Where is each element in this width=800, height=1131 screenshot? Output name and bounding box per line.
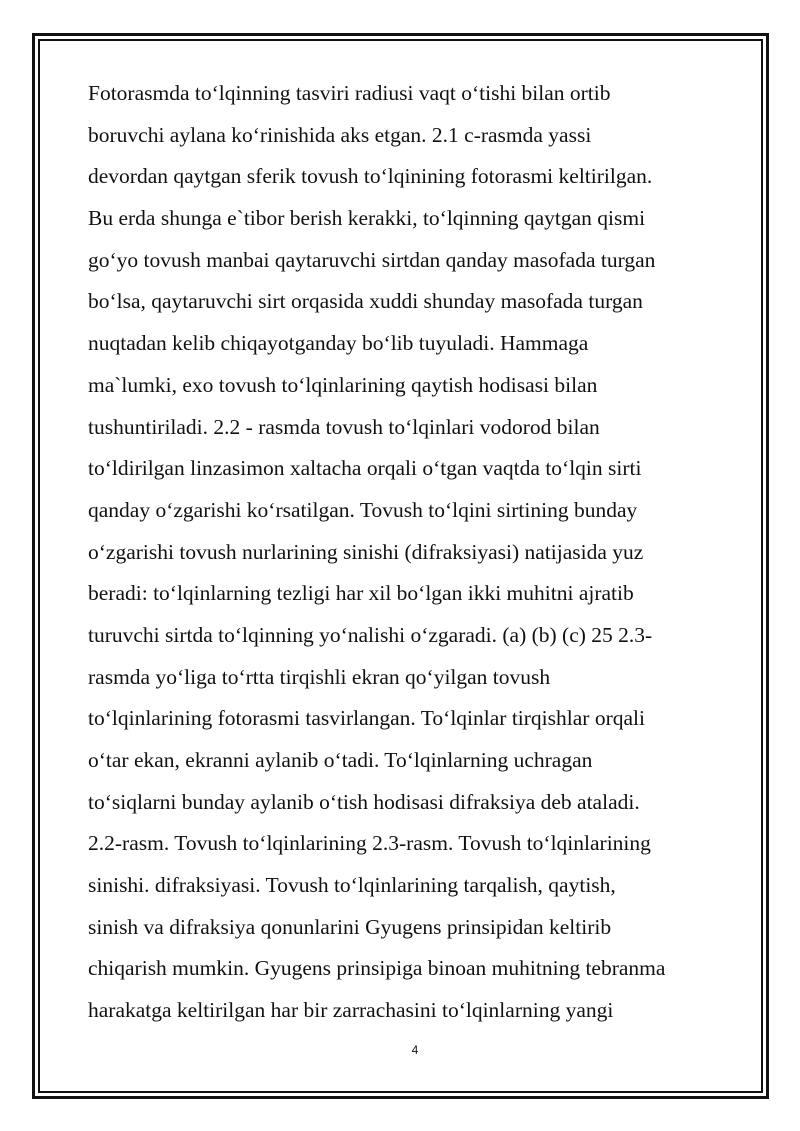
text-line: nuqtadan kelib chiqayotganday bo‘lib tuyuladi. Hammaga: [88, 331, 589, 356]
text-line: to‘ldirilgan linzasimon xaltacha orqali o‘tgan vaqtda to‘lqin sirti: [88, 456, 642, 481]
text-line: bo‘lsa, qaytaruvchi sirt orqasida xuddi shunday masofada turgan: [88, 289, 643, 314]
text-line: devordan qaytgan sferik tovush to‘lqinining fotorasmi keltirilgan.: [88, 164, 653, 189]
text-line: rasmda yo‘liga to‘rtta tirqishli ekran qo‘yilgan tovush: [88, 664, 551, 689]
text-line: sinishi. difraksiyasi. Tovush to‘lqinlarining tarqalish, qaytish,: [88, 873, 616, 898]
text-line: chiqarish mumkin. Gyugens prinsipiga binoan muhitning tebranma: [88, 956, 666, 981]
text-line: sinish va difraksiya qonunlarini Gyugens prinsipidan keltirib: [88, 914, 612, 939]
text-line: turuvchi sirtda to‘lqinning yo‘nalishi o‘zgaradi. (a) (b) (c) 25 2.3-: [88, 622, 653, 647]
text-line: harakatga keltirilgan har bir zarrachasini to‘lqinlarning yangi: [88, 998, 614, 1023]
text-line: o‘tar ekan, ekranni aylanib o‘tadi. To‘lqinlarning uchragan: [88, 748, 593, 772]
page-number: 4: [411, 1043, 419, 1057]
text-line: to‘siqlarni bunday aylanib o‘tish hodisasi difraksiya deb ataladi.: [88, 789, 640, 814]
text-line: beradi: to‘lqinlarning tezligi har xil bo‘lgan ikki muhitni ajratib: [88, 581, 634, 606]
body-text: [88, 73, 748, 1032]
text-line: to‘lqinlarining fotorasmi tasvirlangan. To‘lqinlar tirqishlar orqali: [88, 706, 645, 731]
text-line: tushuntiriladi. 2.2 - rasmda tovush to‘lqinlari vodorod bilan: [88, 414, 600, 439]
text-line: qanday o‘zgarishi ko‘rsatilgan. Tovush to‘lqini sirtining bunday: [88, 497, 638, 522]
text-line: ma`lumki, exo tovush to‘lqinlarining qaytish hodisasi bilan: [88, 372, 598, 397]
text-line: o‘zgarishi tovush nurlarining sinishi (difraksiyasi) natijasida yuz: [88, 539, 644, 564]
text-line: Bu erda shunga e`tibor berish kerakki, to‘lqinning qaytgan qismi: [88, 206, 646, 231]
text-line: boruvchi aylana ko‘rinishida aks etgan. 2.1 c-rasmda yassi: [88, 122, 592, 147]
text-line: go‘yo tovush manbai qaytaruvchi sirtdan qanday masofada turgan: [88, 247, 656, 272]
text-line: 2.2-rasm. Tovush to‘lqinlarining 2.3-rasm. Tovush to‘lqinlarining: [88, 831, 651, 856]
text-line: Fotorasmda to‘lqinning tasviri radiusi vaqt o‘tishi bilan ortib: [88, 81, 611, 105]
